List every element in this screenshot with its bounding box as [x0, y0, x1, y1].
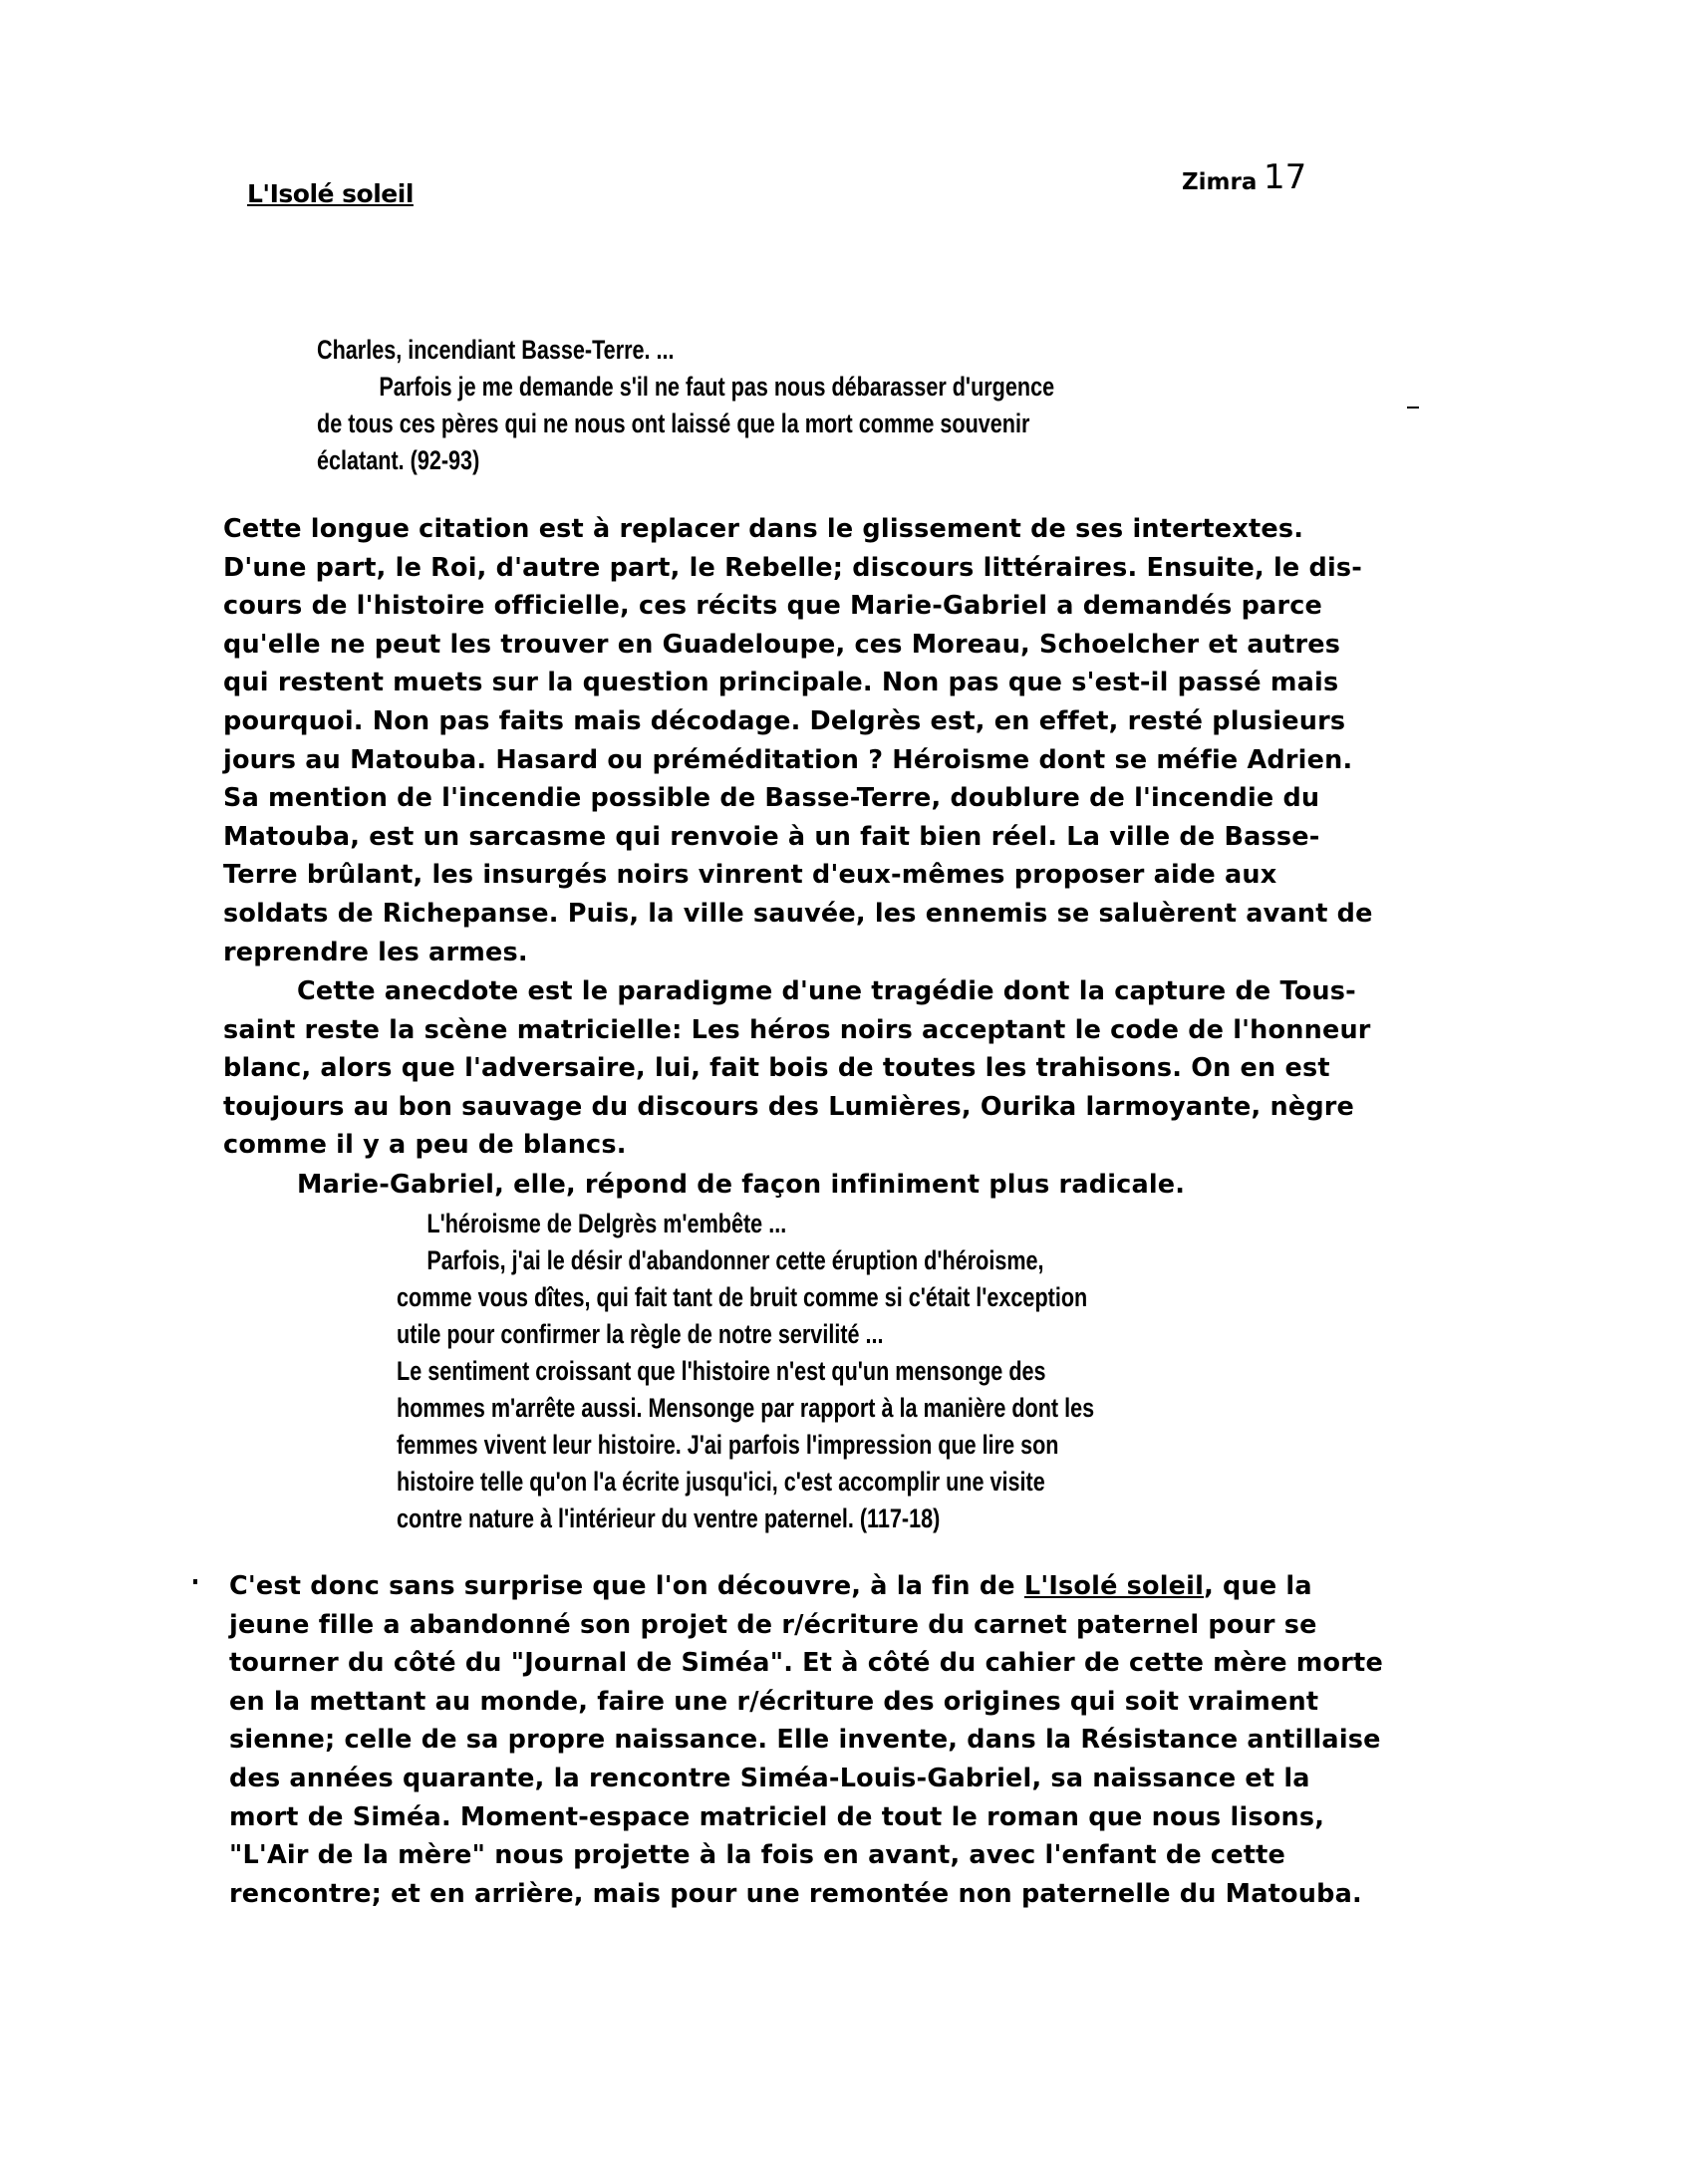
- text-line: Terre brûlant, les insurgés noirs vinrent d'eux-mêmes proposer aide aux: [223, 860, 1277, 891]
- text-line: comme il y a peu de blancs.: [223, 1130, 627, 1161]
- scan-dash-mark: [1407, 407, 1419, 409]
- quote-line: Parfois, j'ai le désir d'abandonner cette éruption d'héroisme,: [426, 1245, 1044, 1275]
- text-line: reprendre les armes.: [223, 937, 528, 967]
- text-line: cours de l'histoire officielle, ces récits que Marie-Gabriel a demandés parce: [223, 591, 1323, 622]
- text-line: des années quarante, la rencontre Siméa-Louis-Gabriel, sa naissance et la: [229, 1763, 1310, 1793]
- text-line: soldats de Richepanse. Puis, la ville sauvée, les ennemis se saluèrent avant de: [223, 898, 1373, 929]
- text-line: Cette anecdote est le paradigme d'une tragédie dont la capture de Tous-: [297, 976, 1356, 1006]
- quote-line: utile pour confirmer la règle de notre servilité ...: [397, 1319, 884, 1349]
- text-line: jeune fille a abandonné son projet de r/écriture du carnet paternel pour se: [229, 1609, 1317, 1640]
- text-line: D'une part, le Roi, d'autre part, le Rebelle; discours littéraires. Ensuite, le dis-: [223, 552, 1363, 583]
- text-run: C'est donc sans surprise que l'on découvre, à la fin de: [229, 1571, 1024, 1601]
- text-line: Matouba, est un sarcasme qui renvoie à un fait bien réel. La ville de Basse-: [223, 821, 1320, 852]
- running-title: L'Isolé soleil: [247, 179, 414, 208]
- block-quote-1: [317, 332, 1054, 479]
- text-line: en la mettant au monde, faire une r/écriture des origines qui soit vraiment: [229, 1686, 1319, 1717]
- block-quote-2: [397, 1206, 1094, 1537]
- text-line: saint reste la scène matricielle: Les héros noirs acceptant le code de l'honneur: [223, 1014, 1371, 1045]
- paragraph-3: [297, 1166, 1185, 1205]
- quote-line: Charles, incendiant Basse-Terre. ...: [317, 335, 675, 365]
- quote-line: éclatant. (92-93): [317, 445, 480, 475]
- text-line: blanc, alors que l'adversaire, lui, fait bois de toutes les trahisons. On en est: [223, 1053, 1330, 1084]
- text-line: Cette longue citation est à replacer dans le glissement de ses intertextes.: [223, 514, 1304, 544]
- quote-line: histoire telle qu'on l'a écrite jusqu'ici, c'est accomplir une visite: [397, 1467, 1045, 1497]
- page-number: 17: [1264, 157, 1307, 197]
- quote-line: L'héroisme de Delgrès m'embête ...: [426, 1209, 787, 1238]
- text-line: qu'elle ne peut les trouver en Guadeloupe, ces Moreau, Schoelcher et autres: [223, 629, 1341, 660]
- text-line: rencontre; et en arrière, mais pour une remontée non paternelle du Matouba.: [229, 1878, 1362, 1909]
- text-line: [229, 1567, 1383, 1606]
- quote-line: Parfois je me demande s'il ne faut pas nous débarasser d'urgence: [379, 372, 1055, 402]
- text-line: Sa mention de l'incendie possible de Basse-Terre, doublure de l'incendie du: [223, 783, 1320, 814]
- scan-dot-mark: [193, 1579, 197, 1584]
- text-line: sienne; celle de sa propre naissance. Elle invente, dans la Résistance antillaise: [229, 1725, 1381, 1756]
- quote-line: comme vous dîtes, qui fait tant de bruit comme si c'était l'exception: [397, 1282, 1088, 1312]
- paragraph-4: [229, 1567, 1383, 1913]
- novel-title: L'Isolé soleil: [1023, 1571, 1205, 1601]
- paragraph-2: [223, 972, 1371, 1165]
- text-line: "L'Air de la mère" nous projette à la fois en avant, avec l'enfant de cette: [229, 1840, 1285, 1871]
- text-line: jours au Matouba. Hasard ou préméditation ? Héroisme dont se méfie Adrien.: [223, 744, 1353, 775]
- text-line: mort de Siméa. Moment-espace matriciel de tout le roman que nous lisons,: [229, 1801, 1325, 1832]
- quote-line: de tous ces pères qui ne nous ont laissé que la mort comme souvenir: [317, 409, 1030, 438]
- text-line: qui restent muets sur la question principale. Non pas que s'est-il passé mais: [223, 668, 1339, 698]
- author-name: Zimra: [1182, 169, 1258, 195]
- quote-line: femmes vivent leur histoire. J'ai parfois l'impression que lire son: [397, 1430, 1059, 1460]
- quote-line: Le sentiment croissant que l'histoire n'est qu'un mensonge des: [397, 1356, 1046, 1386]
- quote-line: hommes m'arrête aussi. Mensonge par rapport à la manière dont les: [397, 1393, 1095, 1423]
- text-run: , que la: [1204, 1571, 1312, 1601]
- text-line: toujours au bon sauvage du discours des Lumières, Ourika larmoyante, nègre: [223, 1091, 1355, 1122]
- text-line: pourquoi. Non pas faits mais décodage. Delgrès est, en effet, resté plusieurs: [223, 705, 1346, 736]
- text-line: tourner du côté du "Journal de Siméa". Et à côté du cahier de cette mère morte: [229, 1648, 1383, 1679]
- paragraph-1: [223, 510, 1373, 971]
- text-line: Marie-Gabriel, elle, répond de façon infiniment plus radicale.: [297, 1170, 1186, 1200]
- quote-line: contre nature à l'intérieur du ventre paternel. (117-18): [397, 1503, 941, 1533]
